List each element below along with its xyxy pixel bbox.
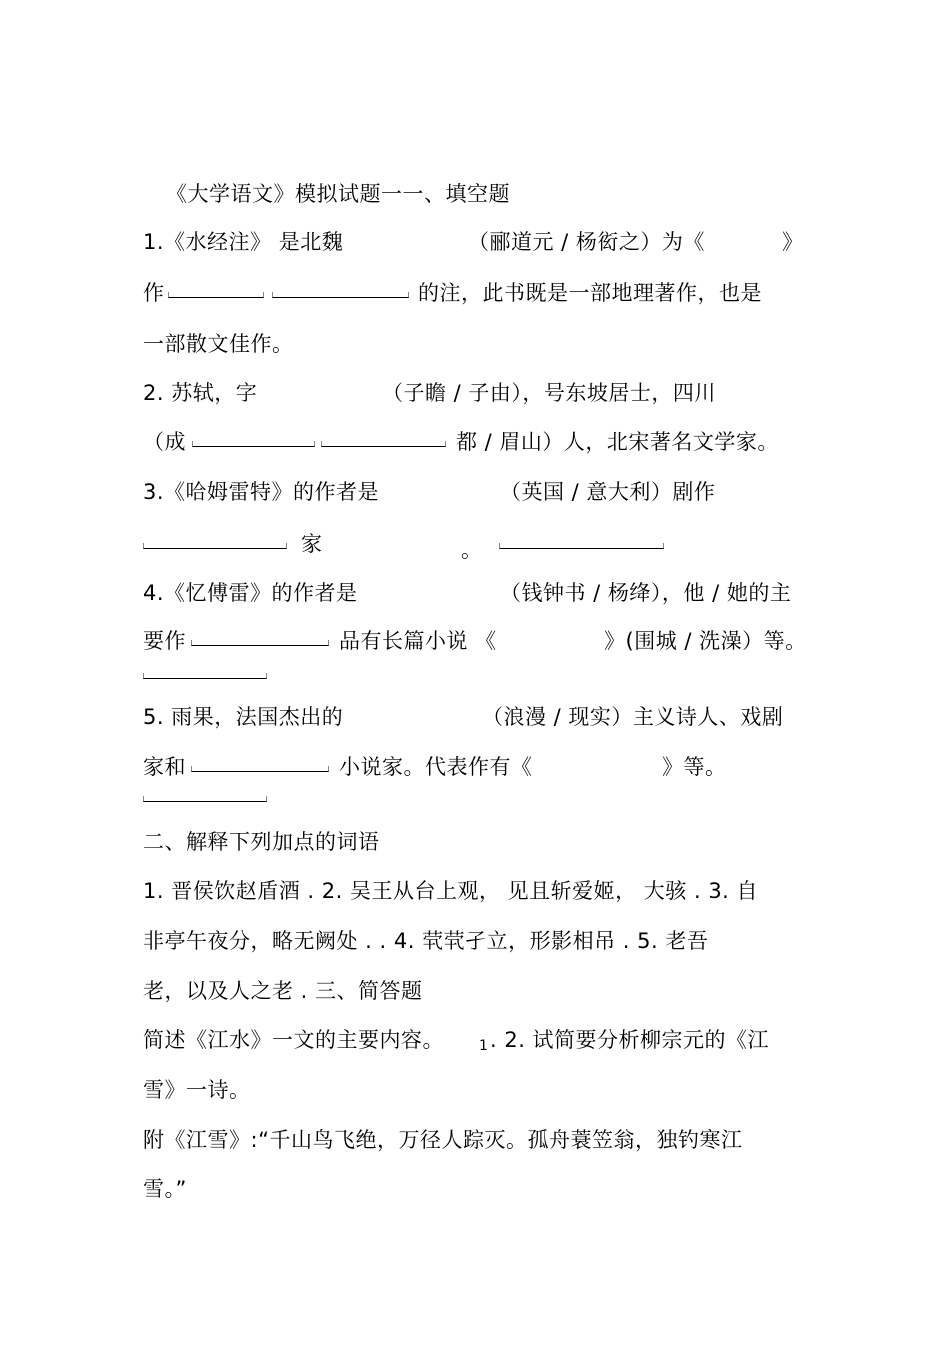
q1-line1-b: （郦道元 / 杨衒之）为《	[468, 230, 705, 254]
q3-line1-b: （英国 / 意大利）剧作	[500, 480, 716, 504]
q5-line2-c: 》等。	[662, 755, 727, 779]
q1-blank-1[interactable]	[168, 292, 264, 298]
q4-blank-2[interactable]	[143, 673, 267, 679]
page-title: 《大学语文》模拟试题一一、填空题	[166, 182, 510, 206]
section2-line2: 非亭午夜分，略无阙处 . . 4. 茕茕孑立，形影相吊 . 5. 老吾	[143, 929, 709, 953]
q5-line2-b: 小说家。代表作有《	[339, 755, 533, 779]
q1-line3: 一部散文佳作。	[143, 332, 294, 356]
q3-blank-2[interactable]	[499, 543, 664, 549]
q4-line2-b: 品有长篇小说 《	[339, 629, 497, 653]
section3-line1-b: . 2. 试简要分析柳宗元的《江	[490, 1028, 770, 1052]
q2-line1-b: （子瞻 / 子由），号东坡居士，四川	[382, 381, 716, 405]
q5-line1-b: （浪漫 / 现实）主义诗人、戏剧	[482, 705, 784, 729]
q2-line2-b: 都 / 眉山）人，北宋著名文学家。	[456, 430, 779, 454]
q2-line1-a: 2. 苏轼，字	[143, 381, 258, 405]
q2-blank-1[interactable]	[192, 441, 315, 447]
section2-line3: 老，以及人之老 . 三、简答题	[143, 979, 423, 1003]
q2-line2-a: （成	[143, 430, 186, 454]
section3-line4: 雪。”	[143, 1177, 187, 1201]
section3-line1-num: 1	[479, 1038, 489, 1054]
q5-blank-1[interactable]	[191, 766, 329, 772]
section2-heading: 二、解释下列加点的词语	[143, 830, 380, 854]
q1-line2-a: 作	[143, 281, 165, 305]
q3-line1-a: 3.《哈姆雷特》的作者是	[143, 480, 380, 504]
q5-blank-2[interactable]	[143, 796, 267, 802]
section2-line1: 1. 晋侯饮赵盾酒 . 2. 吴王从台上观， 见且斩爱姬， 大骇 . 3. 自	[143, 879, 759, 903]
q3-blank-1[interactable]	[143, 543, 287, 549]
section3-line3: 附《江雪》:“千山鸟飞绝，万径人踪灭。孤舟蓑笠翁，独钓寒江	[143, 1128, 743, 1152]
q1-blank-2[interactable]	[272, 292, 409, 298]
q5-line1-a: 5. 雨果，法国杰出的	[143, 705, 344, 729]
q1-line2-b: 的注，此书既是一部地理著作，也是	[418, 281, 762, 305]
q1-line1-c: 》	[782, 230, 804, 254]
section3-line2: 雪》一诗。	[143, 1078, 251, 1102]
q3-line2-a: 家	[301, 532, 323, 556]
q4-line1-b: （钱钟书 / 杨绛），他 / 她的主	[500, 581, 792, 605]
q1-line1-a: 1.《水经注》 是北魏	[143, 230, 344, 254]
q4-line1-a: 4.《忆傅雷》的作者是	[143, 581, 358, 605]
q4-blank-1[interactable]	[191, 640, 329, 646]
q4-line2-a: 要作	[143, 629, 186, 653]
q4-line2-c: 》(围城 / 洗澡）等。	[604, 629, 807, 653]
q5-line2-a: 家和	[143, 755, 186, 779]
section3-line1-a: 简述《江水》一文的主要内容。	[143, 1028, 444, 1052]
q2-blank-2[interactable]	[321, 441, 446, 447]
q3-line2-b: 。	[461, 538, 483, 562]
